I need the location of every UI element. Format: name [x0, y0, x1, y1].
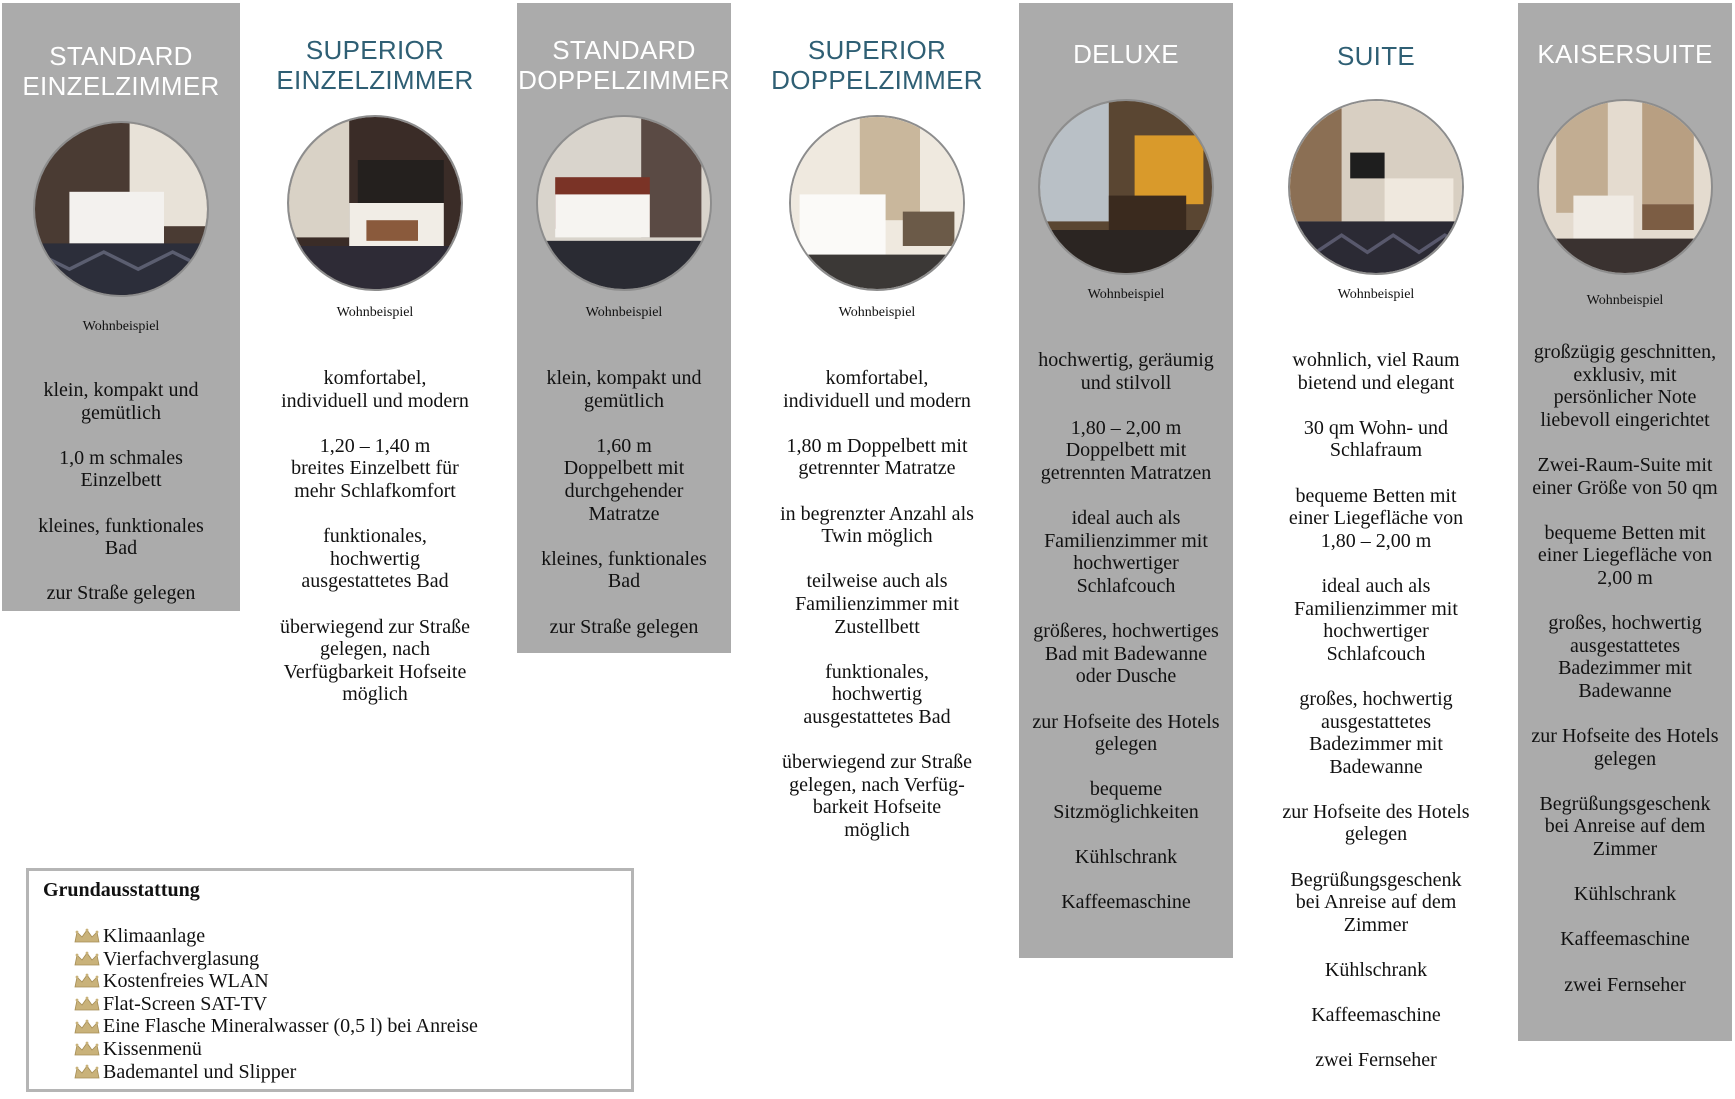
feature-item: 30 qm Wohn- und Schlafraum: [1303, 416, 1449, 462]
basic-equipment-list: [73, 925, 478, 1083]
feature-item: großes, hochwertig ausgestattetes Badezimmer mit Badewanne: [1299, 687, 1453, 778]
feature-item: überwiegend zur Straße gelegen, nach Verfügbarkeit Hofseite möglich: [280, 615, 470, 706]
feature-list: [1019, 349, 1233, 914]
photo-caption: Wohnbeispiel: [1586, 293, 1664, 308]
photo-caption: Wohnbeispiel: [82, 319, 160, 334]
room-photo: [1537, 99, 1713, 275]
room-photo: [789, 115, 965, 291]
feature-list: [517, 367, 731, 638]
feature-item: Zwei-Raum-Suite mit einer Größe von 50 qm: [1532, 453, 1718, 499]
feature-item: klein, kompakt und gemütlich: [546, 367, 702, 412]
photo-caption: Wohnbeispiel: [1087, 287, 1165, 302]
room-column-standard-doppelzimmer: [517, 3, 731, 653]
basic-equipment-label: Klimaanlage: [103, 925, 206, 947]
room-title: SUITE: [1336, 41, 1416, 71]
feature-item: funktionales, hochwertig ausgestattetes Bad: [803, 660, 951, 728]
basic-equipment-label: Flat-Screen SAT-TV: [103, 992, 268, 1015]
crown-icon: [73, 928, 101, 944]
feature-item: zwei Fernseher: [1564, 973, 1686, 996]
feature-item: Begrüßungsgeschenk bei Anreise auf dem Zimmer: [1290, 868, 1462, 936]
room-title: KAISERSUITE: [1537, 39, 1713, 69]
basic-equipment-label: Eine Flasche Mineralwasser (0,5 l) bei Anreise: [103, 1015, 478, 1038]
feature-item: komfortabel, individuell und modern: [783, 367, 971, 412]
feature-item: bequeme Betten mit einer Liegefläche von 2,00 m: [1537, 521, 1713, 589]
basic-equipment-item: [73, 1038, 478, 1061]
basic-equipment-item: [73, 970, 478, 993]
basic-equipment-title: Grundausstattung: [43, 879, 200, 901]
room-column-superior-einzelzimmer: [256, 3, 494, 729]
crown-icon: [73, 951, 101, 967]
feature-item: Kaffeemaschine: [1061, 891, 1191, 914]
room-title: DELUXE: [1073, 39, 1179, 69]
feature-item: wohnlich, viel Raum bietend und elegant: [1292, 349, 1460, 394]
feature-list: [256, 367, 494, 706]
photo-caption: Wohnbeispiel: [336, 305, 414, 320]
feature-item: teilweise auch als Familienzimmer mit Zustellbett: [795, 570, 959, 638]
photo-caption: Wohnbeispiel: [1337, 287, 1415, 302]
room-column-suite: [1266, 3, 1486, 1095]
feature-item: ideal auch als Familienzimmer mit hochwertiger Schlafcouch: [1044, 507, 1208, 597]
feature-item: zur Hofseite des Hotels gelegen: [1282, 800, 1470, 846]
room-title: STANDARD DOPPELZIMMER: [518, 35, 730, 95]
feature-item: zwei Fernseher: [1315, 1049, 1437, 1072]
feature-item: zur Straße gelegen: [549, 615, 699, 638]
feature-item: 1,80 – 2,00 m Doppelbett mit getrennten Matratzen: [1040, 416, 1212, 484]
feature-item: Kaffeemaschine: [1311, 1004, 1441, 1027]
feature-item: Kühlschrank: [1074, 846, 1178, 869]
feature-item: Kühlschrank: [1324, 959, 1428, 982]
feature-item: in begrenzter Anzahl als Twin möglich: [780, 502, 974, 548]
room-photo: [1288, 99, 1464, 275]
feature-item: kleines, funktionales Bad: [38, 514, 204, 560]
feature-item: komfortabel, individuell und modern: [281, 367, 469, 412]
basic-equipment-item: [73, 1015, 478, 1038]
feature-list: [764, 367, 990, 841]
feature-item: Kühlschrank: [1573, 883, 1677, 906]
basic-equipment-label: Kostenfreies WLAN: [103, 970, 269, 993]
room-photo: [33, 121, 209, 297]
room-column-kaisersuite: [1518, 3, 1732, 1041]
crown-icon: [73, 973, 101, 989]
basic-equipment-label: Vierfachverglasung: [103, 947, 260, 970]
basic-equipment-label: Kissenmenü: [103, 1037, 202, 1060]
feature-item: 1,60 m Doppelbett mit durchgehender Matratze: [563, 434, 685, 525]
basic-equipment-item: [73, 925, 478, 948]
feature-item: großzügig geschnitten, exklusiv, mit persönlicher Note liebevoll eingerichtet: [1533, 341, 1717, 431]
feature-item: zur Hofseite des Hotels gelegen: [1032, 710, 1220, 756]
room-photo: [536, 115, 712, 291]
room-column-superior-doppelzimmer: [764, 3, 990, 864]
room-column-standard-einzelzimmer: [2, 3, 240, 611]
room-title: SUPERIOR DOPPELZIMMER: [771, 35, 983, 95]
room-title: STANDARD EINZELZIMMER: [22, 41, 220, 101]
feature-item: 1,20 – 1,40 m breites Einzelbett für mehr Schlafkomfort: [291, 434, 459, 502]
feature-item: Begrüßungsgeschenk bei Anreise auf dem Zimmer: [1539, 792, 1711, 861]
room-column-deluxe: [1019, 3, 1233, 958]
feature-item: größeres, hochwertiges Bad mit Badewanne oder Dusche: [1033, 620, 1219, 688]
feature-item: zur Hofseite des Hotels gelegen: [1531, 725, 1719, 770]
feature-list: [2, 379, 240, 605]
feature-item: 1,0 m schmales Einzelbett: [59, 446, 183, 492]
room-photo: [287, 115, 463, 291]
crown-icon: [73, 1064, 101, 1080]
feature-item: bequeme Sitzmöglichkeiten: [1053, 778, 1199, 823]
room-photo: [1038, 99, 1214, 275]
feature-item: bequeme Betten mit einer Liegefläche von 1,80 – 2,00 m: [1288, 484, 1464, 552]
photo-caption: Wohnbeispiel: [838, 305, 916, 320]
feature-item: klein, kompakt und gemütlich: [43, 379, 199, 424]
basic-equipment-item: [73, 1061, 478, 1084]
feature-item: 1,80 m Doppelbett mit getrennter Matratze: [786, 434, 968, 480]
feature-list: [1518, 341, 1732, 996]
feature-list: [1266, 349, 1486, 1072]
basic-equipment-label: Bademantel und Slipper: [103, 1060, 297, 1083]
feature-item: hochwertig, geräumig und stilvoll: [1038, 349, 1214, 394]
feature-item: Kaffeemaschine: [1560, 928, 1690, 951]
crown-icon: [73, 996, 101, 1012]
feature-item: funktionales, hochwertig ausgestattetes Bad: [301, 525, 449, 593]
feature-item: ideal auch als Familienzimmer mit hochwertiger Schlafcouch: [1294, 574, 1458, 665]
basic-equipment-box: [26, 868, 634, 1092]
photo-caption: Wohnbeispiel: [585, 305, 663, 320]
crown-icon: [73, 1041, 101, 1057]
feature-item: großes, hochwertig ausgestattetes Badezimmer mit Badewanne: [1548, 612, 1702, 702]
room-title: SUPERIOR EINZELZIMMER: [276, 35, 474, 95]
basic-equipment-item: [73, 948, 478, 971]
feature-item: zur Straße gelegen: [46, 582, 196, 605]
feature-item: überwiegend zur Straße gelegen, nach Verfüg- barkeit Hofseite möglich: [782, 751, 972, 841]
basic-equipment-item: [73, 993, 478, 1016]
crown-icon: [73, 1019, 101, 1035]
feature-item: kleines, funktionales Bad: [541, 547, 707, 593]
